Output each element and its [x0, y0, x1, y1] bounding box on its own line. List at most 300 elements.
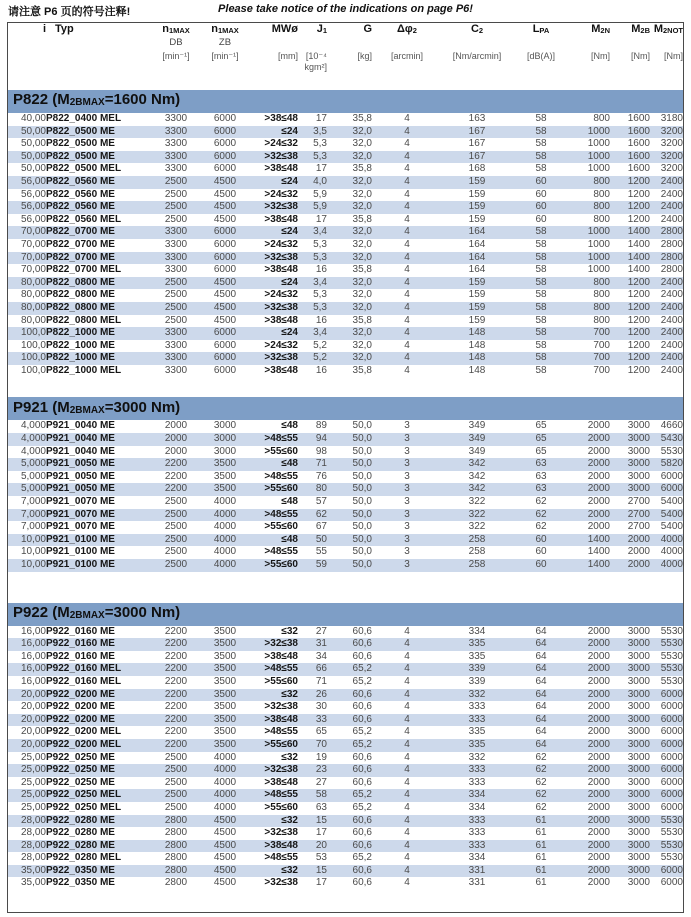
table-row — [8, 534, 683, 547]
cell-m2not: 2400 — [650, 302, 683, 315]
cell-m2b: 2700 — [610, 509, 650, 522]
cell-dphi2: 3 — [404, 521, 410, 533]
cell-n1zb: 6000 — [199, 126, 251, 139]
cell-typ: P922_0280 MEL — [46, 852, 122, 864]
cell-g: 60,6 — [352, 776, 372, 788]
cell-n1zb: 6000 — [213, 364, 237, 376]
cell-lpa: 62 — [535, 521, 547, 533]
table-row — [8, 777, 683, 790]
cell-dphi2: 4 — [404, 701, 410, 713]
cell-mw: >32≤38 — [251, 638, 298, 651]
cell-g: 60,6 — [327, 714, 372, 727]
cell-i: 100,0 — [8, 352, 46, 365]
cell-c2: 335 — [468, 650, 486, 662]
cell-i: 16,00 — [20, 650, 46, 662]
table-row — [8, 264, 683, 277]
cell-typ: P822_0700 ME — [46, 238, 115, 250]
cell-n1db: 2500 — [153, 176, 199, 189]
cell-mw: >55≤60 — [251, 739, 298, 752]
cell-lpa: 60 — [512, 201, 570, 214]
col-header-m2not — [650, 23, 683, 90]
cell-m2not: 6000 — [660, 726, 683, 738]
cell-m2n: 2000 — [570, 865, 610, 878]
cell-m2not: 2800 — [660, 264, 683, 276]
cell-m2not: 6000 — [650, 483, 683, 496]
cell-g: 60,6 — [352, 701, 372, 713]
cell-m2b: 2700 — [627, 496, 650, 508]
cell-i: 56,00 — [20, 213, 46, 225]
cell-m2not: 6000 — [650, 714, 683, 727]
cell-mw: >48≤55 — [251, 789, 298, 802]
cell-typ: P921_0040 ME — [46, 445, 115, 457]
cell-m2n: 1400 — [570, 559, 610, 572]
cell-m2b: 3000 — [610, 739, 650, 752]
cell-mw: >32≤38 — [251, 252, 298, 265]
cell-n1zb: 4500 — [199, 201, 251, 214]
cell-m2n: 2000 — [587, 470, 610, 482]
cell-m2b: 3000 — [627, 776, 650, 788]
col-shaft-label — [570, 36, 610, 49]
cell-lpa: 63 — [512, 458, 570, 471]
col-shaft-label — [610, 36, 650, 49]
cell-n1zb: 3000 — [213, 420, 237, 432]
cell-dphi2: 4 — [404, 751, 410, 763]
cell-n1db: 2200 — [153, 638, 199, 651]
cell-typ: P822_0560 MEL — [46, 213, 122, 225]
cell-lpa: 60 — [512, 176, 570, 189]
cell-m2n: 1000 — [570, 226, 610, 239]
cell-i: 28,00 — [8, 840, 46, 853]
cell-i: 4,000 — [8, 433, 46, 446]
cell-m2b: 2000 — [610, 559, 650, 572]
cell-c2: 335 — [468, 726, 486, 738]
cell-m2not: 5820 — [650, 458, 683, 471]
cell-lpa: 65 — [512, 433, 570, 446]
cell-lpa: 65 — [535, 420, 547, 432]
table-row — [8, 701, 683, 714]
cell-dphi2: 4 — [404, 827, 410, 839]
cell-m2b: 3000 — [627, 852, 650, 864]
cell-typ: P822_0700 ME — [46, 226, 153, 239]
cell-n1db: 2000 — [164, 445, 188, 457]
cell-n1zb: 4000 — [213, 776, 237, 788]
cell-dphi2: 4 — [372, 226, 442, 239]
col-symbol: i — [42, 23, 46, 35]
table-row — [8, 126, 683, 139]
cell-c2: 322 — [442, 509, 512, 522]
cell-n1zb: 4500 — [213, 213, 237, 225]
cell-m2b: 1600 — [610, 151, 650, 164]
cell-typ: P822_0800 ME — [46, 302, 153, 315]
cell-m2not: 2400 — [660, 314, 683, 326]
table-row — [8, 352, 683, 365]
cell-n1db: 3300 — [164, 238, 188, 250]
cell-m2b: 1400 — [627, 264, 650, 276]
cell-m2not: 2400 — [660, 364, 683, 376]
section-header — [8, 603, 683, 626]
cell-n1zb: 4500 — [199, 840, 251, 853]
cell-n1db: 2500 — [164, 521, 188, 533]
cell-typ: P822_0400 MEL — [46, 113, 122, 124]
cell-n1db: 3300 — [153, 352, 199, 365]
cell-j1: 30 — [315, 701, 327, 713]
cell-mw: >55≤60 — [251, 483, 298, 496]
cell-n1db: 2500 — [153, 559, 199, 572]
cell-n1db: 2500 — [164, 289, 188, 301]
cell-m2not: 3200 — [650, 126, 683, 139]
cell-typ: P822_1000 ME — [46, 327, 153, 340]
cell-typ: P822_0800 ME — [46, 289, 115, 301]
cell-n1zb: 3500 — [199, 638, 251, 651]
col-symbol: M2N — [591, 23, 610, 35]
cell-m2n: 1000 — [587, 163, 610, 175]
cell-typ: P922_0280 ME — [46, 815, 153, 828]
cell-mw: >55≤60 — [264, 445, 298, 457]
cell-n1zb: 6000 — [213, 264, 237, 276]
cell-g: 60,6 — [352, 625, 372, 637]
cell-j1: 4,0 — [298, 176, 327, 189]
cell-m2n: 800 — [570, 277, 610, 290]
cell-dphi2: 4 — [372, 126, 442, 139]
cell-m2not: 6000 — [650, 689, 683, 702]
cell-typ: P922_0200 MEL — [46, 726, 122, 738]
cell-c2: 333 — [468, 776, 486, 788]
cell-i: 100,0 — [20, 339, 46, 351]
cell-i: 28,00 — [8, 815, 46, 828]
cell-m2n: 2000 — [570, 689, 610, 702]
cell-m2not: 5530 — [660, 852, 683, 864]
cell-lpa: 62 — [512, 509, 570, 522]
cell-dphi2: 4 — [372, 252, 442, 265]
cell-n1zb: 3500 — [213, 650, 237, 662]
cell-m2n: 2000 — [570, 789, 610, 802]
table-row — [8, 865, 683, 878]
cell-i: 28,00 — [20, 852, 46, 864]
cell-m2not: 6000 — [650, 789, 683, 802]
cell-n1db: 2200 — [164, 726, 188, 738]
cell-m2b: 3000 — [627, 827, 650, 839]
cell-c2: 331 — [468, 877, 486, 889]
cell-j1: 19 — [315, 751, 327, 763]
cell-dphi2: 3 — [372, 483, 442, 496]
cell-m2b: 1600 — [627, 163, 650, 175]
cell-mw: ≤32 — [251, 815, 298, 828]
table-row — [8, 559, 683, 572]
table-row — [8, 239, 683, 252]
cell-i: 40,00 — [20, 113, 46, 124]
cell-m2n: 700 — [593, 364, 610, 376]
cell-m2b: 3000 — [610, 815, 650, 828]
col-shaft-label: DB — [169, 37, 183, 48]
cell-m2b: 3000 — [627, 726, 650, 738]
col-unit: [min⁻¹] — [162, 51, 190, 61]
cell-g: 32,0 — [352, 188, 372, 200]
cell-lpa: 58 — [512, 252, 570, 265]
cell-m2n: 2000 — [570, 458, 610, 471]
cell-g: 32,0 — [327, 252, 372, 265]
cell-lpa: 58 — [535, 163, 547, 175]
cell-typ: P822_1000 ME — [46, 339, 115, 351]
cell-lpa: 58 — [535, 314, 547, 326]
cell-n1zb: 3000 — [199, 433, 251, 446]
cell-j1: 66 — [298, 663, 327, 676]
col-symbol: C2 — [470, 23, 484, 35]
cell-n1db: 2200 — [153, 739, 199, 752]
cell-lpa: 58 — [512, 151, 570, 164]
section-model: P822 — [13, 91, 53, 109]
cell-dphi2: 3 — [404, 496, 410, 508]
cell-c2: 342 — [442, 483, 512, 496]
cell-c2: 333 — [468, 701, 486, 713]
cell-c2: 159 — [468, 188, 486, 200]
cell-c2: 334 — [468, 625, 486, 637]
cell-n1zb: 4500 — [213, 852, 237, 864]
table-row — [8, 226, 683, 239]
cell-dphi2: 4 — [372, 865, 442, 878]
cell-c2: 148 — [468, 364, 486, 376]
cell-lpa: 60 — [535, 546, 547, 558]
cell-n1zb: 3500 — [213, 675, 237, 687]
cell-c2: 159 — [468, 213, 486, 225]
cell-typ: P922_0160 ME — [46, 625, 115, 637]
cell-m2b: 1400 — [627, 238, 650, 250]
cell-n1db: 3300 — [153, 151, 199, 164]
cell-typ: P922_0350 ME — [46, 865, 153, 878]
cell-m2n: 2000 — [570, 663, 610, 676]
cell-n1db: 3300 — [153, 126, 199, 139]
cell-m2b: 1400 — [610, 226, 650, 239]
cell-g: 32,0 — [327, 151, 372, 164]
cell-lpa: 64 — [535, 650, 547, 662]
cell-i: 50,00 — [20, 138, 46, 150]
cell-m2n: 800 — [570, 201, 610, 214]
cell-mw: ≤48 — [281, 496, 298, 508]
cell-mw: >38≤48 — [264, 113, 298, 124]
cell-n1db: 2200 — [164, 625, 188, 637]
cell-dphi2: 4 — [404, 776, 410, 788]
cell-n1zb: 3500 — [213, 470, 237, 482]
cell-mw: >32≤38 — [264, 877, 298, 889]
cell-mw: >32≤38 — [264, 701, 298, 713]
cell-m2b: 3000 — [627, 650, 650, 662]
cell-c2: 333 — [442, 764, 512, 777]
cell-n1zb: 6000 — [199, 352, 251, 365]
cell-n1db: 2500 — [153, 789, 199, 802]
cell-c2: 159 — [442, 302, 512, 315]
cell-m2n: 700 — [570, 352, 610, 365]
cell-dphi2: 4 — [372, 663, 442, 676]
cell-lpa: 64 — [535, 701, 547, 713]
cell-mw: >48≤55 — [264, 546, 298, 558]
table-row — [8, 852, 683, 865]
cell-typ: P921_0040 ME — [46, 433, 153, 446]
cell-m2not: 4660 — [660, 420, 683, 432]
cell-typ: P822_0500 ME — [46, 126, 153, 139]
cell-n1zb: 4500 — [199, 815, 251, 828]
cell-c2: 164 — [442, 252, 512, 265]
cell-i: 4,000 — [20, 420, 46, 432]
cell-mw: >55≤60 — [251, 559, 298, 572]
cell-dphi2: 4 — [404, 163, 410, 175]
cell-g: 60,6 — [352, 827, 372, 839]
cell-typ: P922_0200 ME — [46, 701, 115, 713]
cell-i: 7,000 — [8, 509, 46, 522]
cell-n1zb: 6000 — [199, 252, 251, 265]
cell-m2not: 2800 — [660, 238, 683, 250]
cell-n1db: 3300 — [164, 138, 188, 150]
section-model: P921 — [13, 398, 53, 416]
cell-typ: P822_1000 ME — [46, 352, 153, 365]
cell-m2not: 5530 — [650, 638, 683, 651]
cell-m2not: 3200 — [650, 151, 683, 164]
cell-lpa: 62 — [535, 751, 547, 763]
cell-lpa: 61 — [512, 865, 570, 878]
cell-typ: P822_0700 ME — [46, 252, 153, 265]
cell-typ: P922_0250 ME — [46, 764, 153, 777]
cell-m2b: 1200 — [610, 176, 650, 189]
cell-i: 10,00 — [20, 546, 46, 558]
cell-mw: >38≤48 — [264, 314, 298, 326]
cell-typ: P921_0070 ME — [46, 521, 115, 533]
section-header — [8, 90, 683, 113]
cell-j1: 70 — [298, 739, 327, 752]
cell-n1zb: 4000 — [199, 559, 251, 572]
cell-typ: P922_0200 MEL — [46, 739, 153, 752]
cell-m2not: 2800 — [650, 252, 683, 265]
cell-m2b: 1400 — [610, 252, 650, 265]
cell-j1: 94 — [298, 433, 327, 446]
col-header-m2n — [570, 23, 610, 90]
cell-g: 35,8 — [352, 113, 372, 124]
cell-i: 28,00 — [20, 827, 46, 839]
cell-n1zb: 4500 — [213, 877, 237, 889]
cell-j1: 5,3 — [298, 252, 327, 265]
cell-dphi2: 4 — [404, 314, 410, 326]
cell-dphi2: 3 — [372, 559, 442, 572]
col-shaft-label — [55, 36, 153, 49]
cell-m2not: 6000 — [660, 877, 683, 889]
cell-j1: 33 — [298, 714, 327, 727]
cell-m2n: 2000 — [587, 625, 610, 637]
col-header-j1 — [298, 23, 327, 90]
cell-m2not: 2400 — [650, 176, 683, 189]
cell-n1db: 3300 — [164, 364, 188, 376]
cell-m2not: 5400 — [660, 521, 683, 533]
cell-m2n: 1400 — [587, 546, 610, 558]
cell-n1db: 3300 — [164, 163, 188, 175]
cell-dphi2: 4 — [372, 689, 442, 702]
cell-n1db: 3300 — [153, 327, 199, 340]
cell-g: 50,0 — [327, 509, 372, 522]
cell-m2b: 3000 — [627, 420, 650, 432]
section-torque-max: (M2BMAX=3000 Nm) — [52, 398, 181, 416]
cell-j1: 5,3 — [298, 151, 327, 164]
section-header — [8, 397, 683, 420]
cell-m2b: 3000 — [610, 764, 650, 777]
cell-n1db: 3300 — [164, 113, 188, 124]
cell-c2: 159 — [468, 314, 486, 326]
cell-m2n: 2000 — [587, 751, 610, 763]
cell-g: 50,0 — [327, 458, 372, 471]
cell-i: 70,00 — [8, 226, 46, 239]
cell-mw: >38≤48 — [251, 714, 298, 727]
cell-m2b: 3000 — [627, 625, 650, 637]
cell-dphi2: 4 — [404, 138, 410, 150]
cell-m2not: 2400 — [660, 188, 683, 200]
cell-j1: 89 — [315, 420, 327, 432]
cell-dphi2: 3 — [404, 420, 410, 432]
cell-lpa: 58 — [535, 264, 547, 276]
cell-m2n: 800 — [593, 188, 610, 200]
spec-table-frame — [7, 22, 684, 913]
cell-g: 50,0 — [327, 483, 372, 496]
col-symbol: M2B — [631, 23, 650, 35]
col-header-n1db — [153, 23, 199, 90]
cell-mw: >48≤55 — [264, 852, 298, 864]
cell-c2: 334 — [442, 789, 512, 802]
cell-n1zb: 3500 — [199, 714, 251, 727]
cell-n1db: 2800 — [153, 815, 199, 828]
table-row — [8, 420, 683, 433]
cell-mw: >24≤32 — [264, 188, 298, 200]
cell-n1zb: 4500 — [213, 314, 237, 326]
col-shaft-label — [442, 36, 512, 49]
col-shaft-label — [298, 36, 327, 49]
spec-table — [8, 23, 683, 890]
col-shaft-label — [650, 36, 683, 49]
cell-i: 70,00 — [20, 238, 46, 250]
cell-mw: ≤32 — [251, 865, 298, 878]
cell-m2b: 1200 — [627, 289, 650, 301]
cell-m2not: 2400 — [650, 327, 683, 340]
table-row — [8, 176, 683, 189]
cell-lpa: 60 — [512, 534, 570, 547]
cell-c2: 335 — [442, 739, 512, 752]
cell-typ: P822_0800 ME — [46, 277, 153, 290]
cell-m2not: 5530 — [660, 445, 683, 457]
cell-typ: P922_0160 ME — [46, 650, 115, 662]
cell-g: 60,6 — [327, 865, 372, 878]
table-row — [8, 289, 683, 302]
cell-m2b: 1200 — [627, 339, 650, 351]
cell-g: 32,0 — [327, 176, 372, 189]
col-symbol: Δφ2 — [397, 23, 417, 35]
cell-mw: >55≤60 — [264, 801, 298, 813]
cell-n1db: 2500 — [153, 509, 199, 522]
cell-c2: 168 — [468, 163, 486, 175]
cell-n1zb: 4000 — [213, 496, 237, 508]
col-unit: [arcmin] — [390, 51, 423, 61]
cell-m2not: 2800 — [650, 226, 683, 239]
col-symbol: J1 — [316, 23, 327, 35]
cell-m2b: 1200 — [610, 302, 650, 315]
cell-m2b: 3000 — [610, 483, 650, 496]
cell-lpa: 62 — [512, 789, 570, 802]
cell-typ: P922_0280 ME — [46, 840, 153, 853]
cell-j1: 16 — [315, 314, 327, 326]
table-row — [8, 201, 683, 214]
cell-j1: 16 — [315, 364, 327, 376]
cell-c2: 349 — [442, 433, 512, 446]
cell-mw: >48≤55 — [251, 433, 298, 446]
cell-dphi2: 4 — [404, 289, 410, 301]
cell-dphi2: 4 — [372, 638, 442, 651]
cell-j1: 15 — [298, 815, 327, 828]
cell-g: 32,0 — [327, 126, 372, 139]
col-shaft-label — [8, 36, 46, 49]
cell-lpa: 63 — [535, 470, 547, 482]
table-row — [8, 815, 683, 828]
